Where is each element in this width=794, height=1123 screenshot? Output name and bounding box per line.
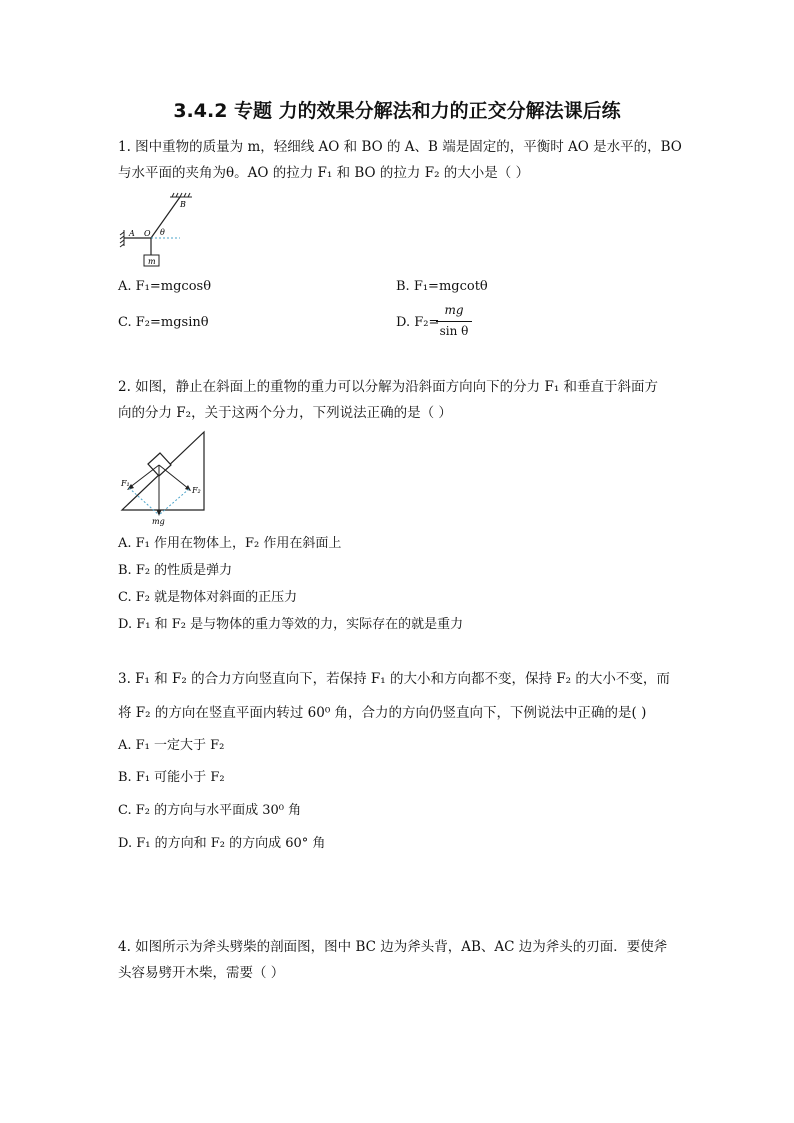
q3-stem-line1: 3. F₁ 和 F₂ 的合力方向竖直向下，若保持 F₁ 的大小和方向都不变，保持 F₂ 的大小不变，而 [118,671,670,687]
fraction-bar [436,321,472,322]
q2-stem-line1: 2. 如图，静止在斜面上的重物的重力可以分解为沿斜面方向向下的分力 F₁ 和垂直于斜面方 [118,379,659,395]
q1-option-b: B. F₁=mgcotθ [396,279,488,294]
q3-option-a: A. F₁ 一定大于 F₂ [118,738,225,753]
label-mg: mg [152,517,165,526]
q1-option-d: D. F₂= [396,315,440,330]
wall-support [120,230,124,247]
q1-option-c: C. F₂=mgsinθ [118,315,209,330]
label-f1: F₁ [121,479,130,488]
q1-figure [118,192,198,270]
q3-option-c: C. F₂ 的方向与水平面成 30⁰ 角 [118,803,302,818]
f1-arrow [129,465,159,488]
q1-option-a: A. F₁=mgcosθ [118,279,212,294]
q4-stem-line1: 4. 如图所示为斧头劈柴的剖面图，图中 BC 边为斧头背，AB、AC 边为斧头的刃面．要使斧 [118,939,668,955]
q2-figure [118,430,210,526]
q2-option-b: B. F₂ 的性质是弹力 [118,563,233,578]
ceiling-support [170,193,192,197]
q1-option-d-numerator: mg [444,303,464,317]
label-theta: θ [160,228,165,237]
q2-stem-line2: 向的分力 F₂，关于这两个分力，下列说法正确的是（ ） [118,405,452,421]
dashed-line-2 [159,489,189,515]
page-title: 3.4.2 专题 力的效果分解法和力的正交分解法课后练 [173,100,621,122]
dashed-line-1 [129,488,159,515]
label-f2: F₂ [192,486,201,495]
f2-arrow [159,465,189,489]
label-a: A [129,229,135,238]
rope-bo [151,197,180,238]
q2-option-d: D. F₁ 和 F₂ 是与物体的重力等效的力，实际存在的就是重力 [118,617,464,632]
q2-option-a: A. F₁ 作用在物体上，F₂ 作用在斜面上 [118,536,342,551]
q4-stem-line2: 头容易劈开木柴，需要（ ） [118,965,285,981]
q3-stem-line2: 将 F₂ 的方向在竖直平面内转过 60⁰ 角，合力的方向仍竖直向下，下例说法中正确的是( ) [118,705,647,721]
label-m: m [148,257,156,266]
q3-option-d: D. F₁ 的方向和 F₂ 的方向成 60° 角 [118,836,326,851]
q1-option-d-denominator: sin θ [439,324,469,338]
q3-option-b: B. F₁ 可能小于 F₂ [118,770,225,785]
q1-stem-line2: 与水平面的夹角为θ。AO 的拉力 F₁ 和 BO 的拉力 F₂ 的大小是（ ） [118,165,530,181]
label-o: O [144,229,151,238]
q1-stem-line1: 1. 图中重物的质量为 m，轻细线 AO 和 BO 的 A、B 端是固定的，平衡时 AO 是水平的，BO [118,139,682,155]
label-b: B [180,200,186,209]
q2-option-c: C. F₂ 就是物体对斜面的正压力 [118,590,298,605]
